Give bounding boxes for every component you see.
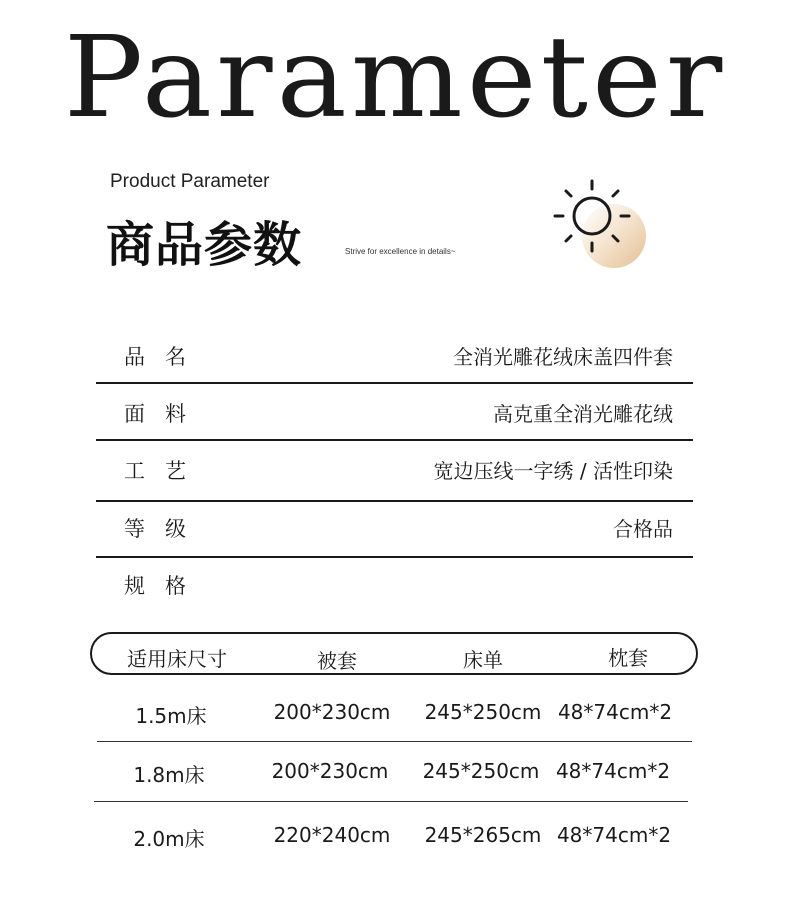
spec-header-pillowcase: 枕套 (608, 646, 648, 670)
param-row-fabric (96, 386, 693, 442)
param-label: 工艺 (124, 459, 206, 483)
param-value: 宽边压线一字绣 / 活性印染 (433, 459, 673, 483)
divider (96, 439, 693, 441)
spec-header-duvet: 被套 (317, 649, 357, 673)
table-cell: 200*230cm (273, 700, 391, 724)
table-cell: 1.8m床 (133, 763, 205, 787)
param-value: 全消光雕花绒床盖四件套 (453, 345, 673, 369)
table-cell: 220*240cm (273, 823, 391, 847)
divider (94, 801, 688, 802)
param-label: 品名 (124, 345, 206, 369)
param-row-craft (96, 443, 693, 499)
table-cell: 200*230cm (271, 759, 389, 783)
table-cell: 48*74cm*2 (556, 823, 672, 847)
divider (96, 382, 693, 384)
param-label: 等级 (124, 517, 206, 541)
param-label: 规格 (124, 574, 206, 598)
spec-header-bed-size: 适用床尺寸 (127, 647, 227, 671)
table-cell: 48*74cm*2 (557, 700, 673, 724)
param-value: 高克重全消光雕花绒 (493, 402, 673, 426)
table-cell: 1.5m床 (135, 704, 207, 728)
subtitle-english: Product Parameter (110, 171, 270, 192)
tagline: Strive for excellence in details~ (345, 247, 456, 256)
param-row-spec (96, 558, 693, 614)
page-title: Parameter (63, 11, 727, 143)
table-cell: 48*74cm*2 (555, 759, 671, 783)
param-value: 合格品 (613, 517, 673, 541)
subtitle-chinese: 商品参数 (106, 217, 303, 273)
divider (97, 741, 692, 742)
table-cell: 245*265cm (424, 823, 542, 847)
param-row-name (96, 329, 693, 385)
param-label: 面料 (124, 402, 206, 426)
sun-icon (548, 176, 652, 276)
table-cell: 2.0m床 (133, 827, 205, 851)
param-row-grade (96, 501, 693, 557)
spec-header-sheet: 床单 (463, 648, 503, 672)
table-cell: 245*250cm (422, 759, 540, 783)
table-cell: 245*250cm (424, 700, 542, 724)
